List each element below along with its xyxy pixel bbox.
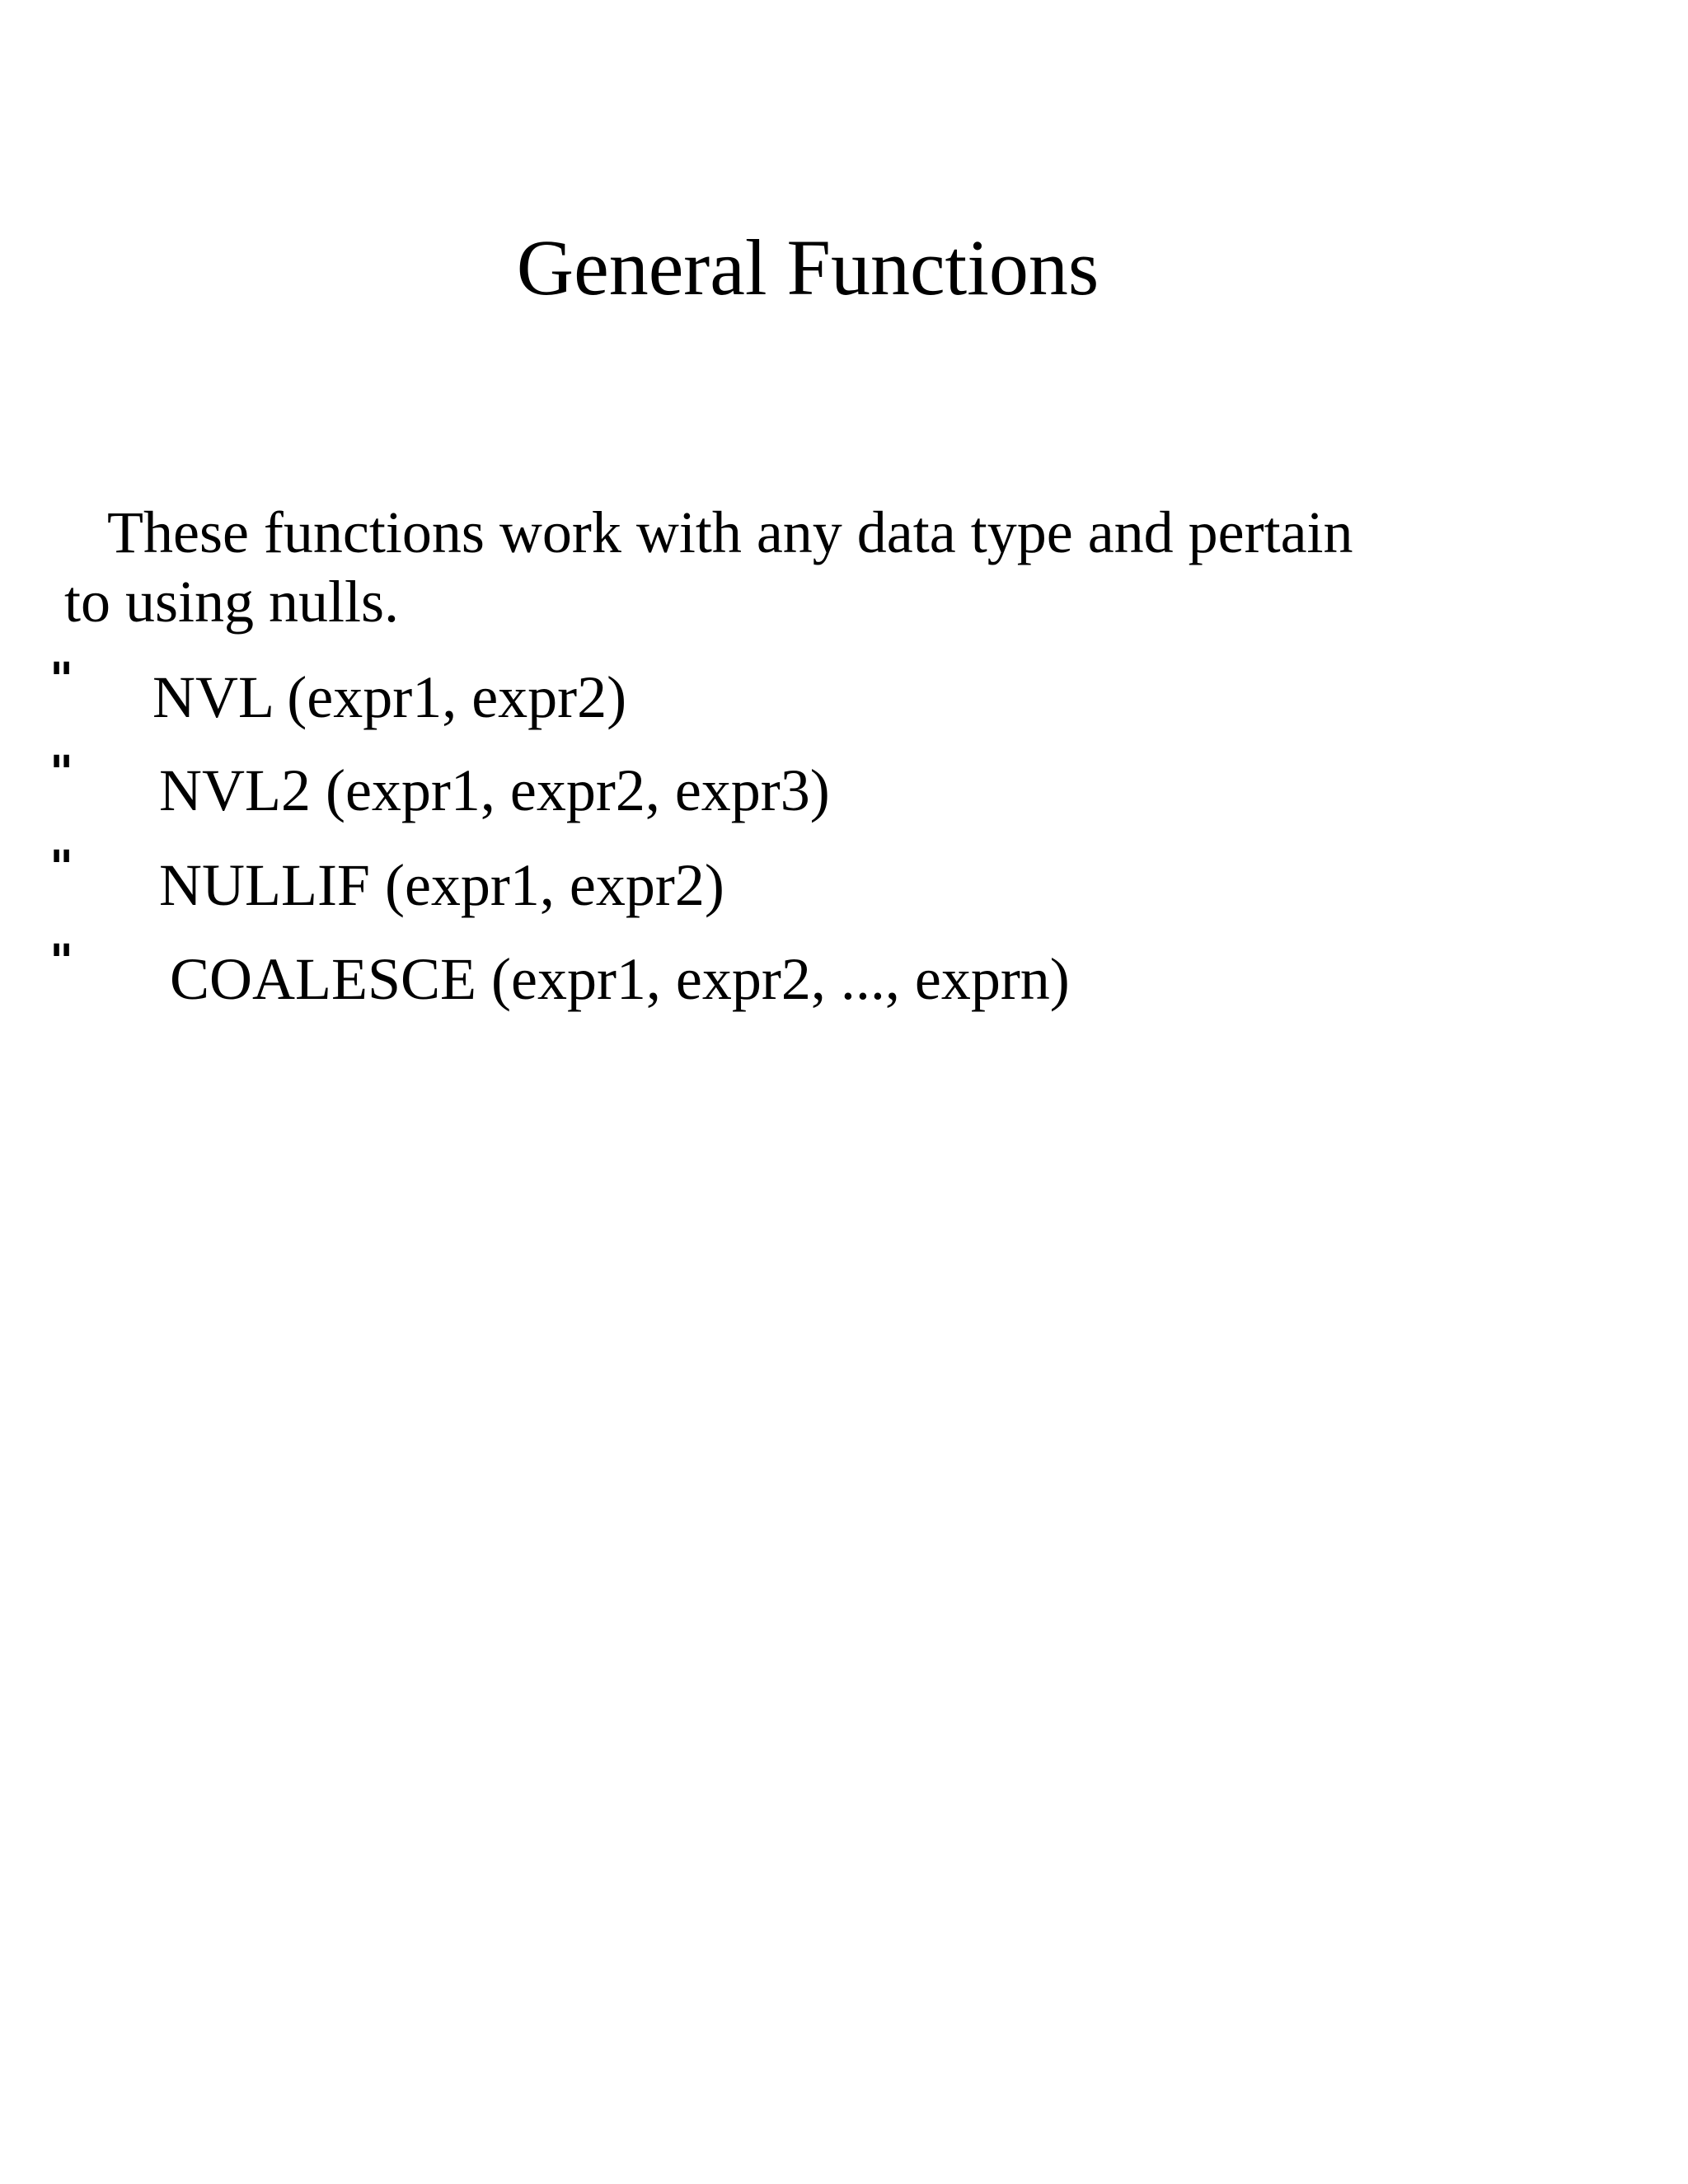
bullet-marker: " xyxy=(49,841,74,895)
bullet-marker: " xyxy=(49,654,74,707)
intro-line-2: to using nulls. xyxy=(64,569,400,635)
bullet-marker: " xyxy=(49,747,74,800)
list-item-nvl xyxy=(49,654,1533,737)
function-nullif: NULLIF (expr1, expr2) xyxy=(159,852,724,918)
function-coalesce: COALESCE (expr1, expr2, ..., exprn) xyxy=(170,946,1070,1012)
page-title: General Functions xyxy=(516,223,1100,312)
list-item-nvl2 xyxy=(49,747,1533,830)
list-item-nullif xyxy=(49,841,1533,925)
bullet-marker: " xyxy=(49,935,74,989)
function-nvl: NVL (expr1, expr2) xyxy=(152,664,627,730)
intro-paragraph xyxy=(64,498,1630,636)
list-item-coalesce xyxy=(49,935,1533,1019)
function-nvl2: NVL2 (expr1, expr2, expr3) xyxy=(159,757,830,823)
intro-line-1: These functions work with any data type and pertain xyxy=(107,499,1353,565)
